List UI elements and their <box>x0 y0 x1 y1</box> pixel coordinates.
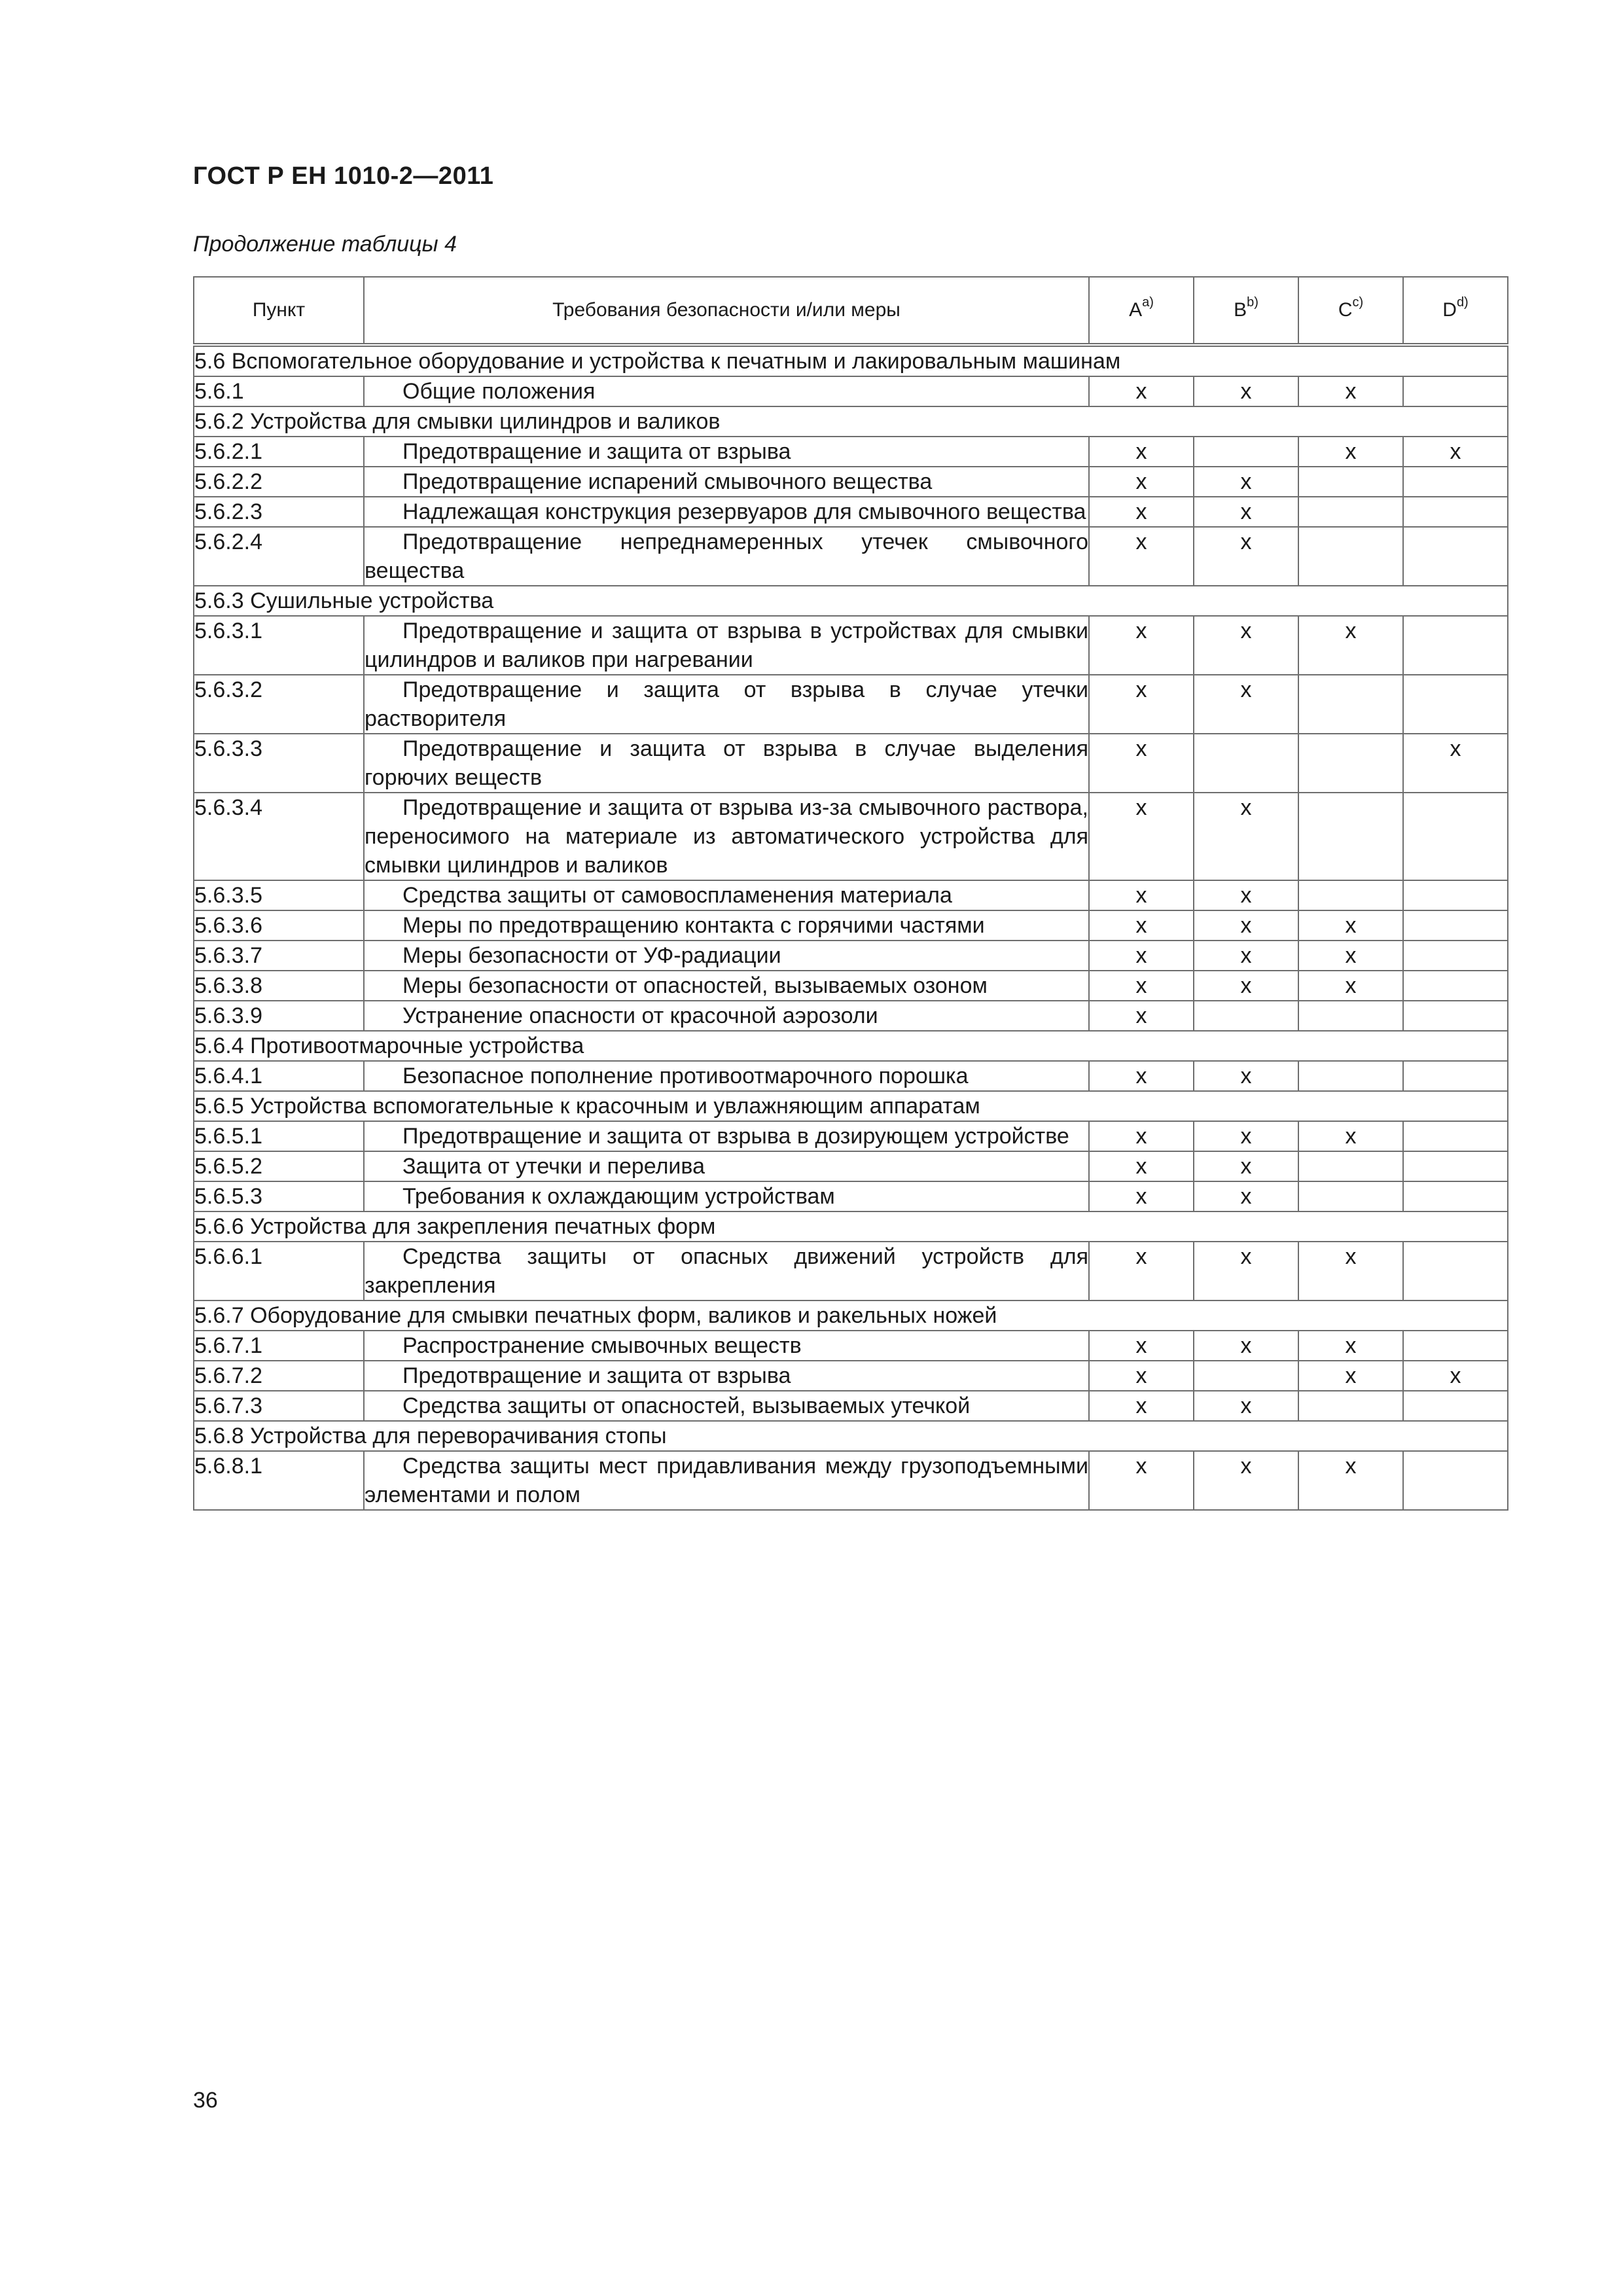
clause-number: 5.6.3.7 <box>194 941 364 971</box>
mark-col-b <box>1194 1361 1298 1391</box>
mark-col-d: x <box>1403 437 1508 467</box>
mark-col-a: x <box>1089 941 1194 971</box>
table-row <box>194 1242 1508 1300</box>
mark-col-d <box>1403 616 1508 675</box>
table-row <box>194 1121 1508 1151</box>
mark-col-d <box>1403 1151 1508 1181</box>
requirement-text: Меры безопасности от опасностей, вызываемых озоном <box>364 971 1089 1001</box>
requirement-text: Требования к охлаждающим устройствам <box>364 1181 1089 1211</box>
table-row <box>194 910 1508 941</box>
header-col-b-note: b) <box>1247 295 1258 310</box>
requirement-text: Безопасное пополнение противоотмарочного порошка <box>364 1061 1089 1091</box>
section-heading: 5.6.2 Устройства для смывки цилиндров и валиков <box>194 406 1508 437</box>
mark-col-a: x <box>1089 1331 1194 1361</box>
table-row <box>194 1361 1508 1391</box>
mark-col-c <box>1298 675 1403 734</box>
mark-col-d <box>1403 467 1508 497</box>
section-row <box>194 406 1508 437</box>
mark-col-d <box>1403 1242 1508 1300</box>
table-row <box>194 1331 1508 1361</box>
mark-col-b: x <box>1194 1061 1298 1091</box>
mark-col-c: x <box>1298 437 1403 467</box>
clause-number: 5.6.3.1 <box>194 616 364 675</box>
requirement-text: Предотвращение и защита от взрыва в дозирующем устройстве <box>364 1121 1089 1151</box>
clause-number: 5.6.3.9 <box>194 1001 364 1031</box>
mark-col-a: x <box>1089 527 1194 586</box>
table-body <box>194 345 1508 1510</box>
mark-col-d <box>1403 1181 1508 1211</box>
section-row <box>194 1031 1508 1061</box>
mark-col-a: x <box>1089 1061 1194 1091</box>
header-col-d <box>1403 277 1508 345</box>
mark-col-c <box>1298 734 1403 793</box>
mark-col-b: x <box>1194 971 1298 1001</box>
mark-col-d <box>1403 1001 1508 1031</box>
mark-col-a: x <box>1089 910 1194 941</box>
section-heading: 5.6.8 Устройства для переворачивания стопы <box>194 1421 1508 1451</box>
mark-col-d <box>1403 793 1508 880</box>
header-clause: Пункт <box>194 277 364 345</box>
clause-number: 5.6.2.1 <box>194 437 364 467</box>
mark-col-d <box>1403 376 1508 406</box>
mark-col-d <box>1403 1451 1508 1510</box>
requirement-text: Распространение смывочных веществ <box>364 1331 1089 1361</box>
mark-col-b: x <box>1194 1331 1298 1361</box>
requirement-text: Предотвращение и защита от взрыва из-за смывочного раствора, переносимого на материале из автоматического устройства для смывки цилиндров и валиков <box>364 793 1089 880</box>
clause-number: 5.6.2.2 <box>194 467 364 497</box>
requirement-text: Предотвращение и защита от взрыва <box>364 437 1089 467</box>
mark-col-a: x <box>1089 675 1194 734</box>
mark-col-c: x <box>1298 971 1403 1001</box>
mark-col-d <box>1403 675 1508 734</box>
clause-number: 5.6.5.2 <box>194 1151 364 1181</box>
mark-col-c <box>1298 1001 1403 1031</box>
table-row <box>194 1391 1508 1421</box>
mark-col-c: x <box>1298 910 1403 941</box>
page-number: 36 <box>193 2088 218 2113</box>
requirement-text: Предотвращение и защита от взрыва в случае утечки растворителя <box>364 675 1089 734</box>
section-row <box>194 1421 1508 1451</box>
section-heading: 5.6.3 Сушильные устройства <box>194 586 1508 616</box>
requirement-text: Предотвращение и защита от взрыва в устройствах для смывки цилиндров и валиков при нагревании <box>364 616 1089 675</box>
mark-col-c: x <box>1298 1242 1403 1300</box>
requirement-text: Предотвращение и защита от взрыва <box>364 1361 1089 1391</box>
clause-number: 5.6.3.6 <box>194 910 364 941</box>
table-row <box>194 880 1508 910</box>
mark-col-c: x <box>1298 1331 1403 1361</box>
section-row <box>194 345 1508 376</box>
section-row <box>194 1211 1508 1242</box>
mark-col-b: x <box>1194 1151 1298 1181</box>
header-col-c <box>1298 277 1403 345</box>
mark-col-c: x <box>1298 1361 1403 1391</box>
header-col-c-label: C <box>1338 299 1353 321</box>
requirement-text: Предотвращение испарений смывочного вещества <box>364 467 1089 497</box>
clause-number: 5.6.7.3 <box>194 1391 364 1421</box>
header-col-b-label: B <box>1234 299 1247 321</box>
table-row <box>194 376 1508 406</box>
clause-number: 5.6.3.4 <box>194 793 364 880</box>
requirement-text: Надлежащая конструкция резервуаров для смывочного вещества <box>364 497 1089 527</box>
header-col-a <box>1089 277 1194 345</box>
mark-col-a: x <box>1089 1451 1194 1510</box>
mark-col-b: x <box>1194 793 1298 880</box>
mark-col-c <box>1298 497 1403 527</box>
mark-col-a: x <box>1089 616 1194 675</box>
mark-col-c: x <box>1298 376 1403 406</box>
requirement-text: Меры по предотвращению контакта с горячими частями <box>364 910 1089 941</box>
mark-col-d <box>1403 1121 1508 1151</box>
clause-number: 5.6.3.3 <box>194 734 364 793</box>
mark-col-a: x <box>1089 1361 1194 1391</box>
mark-col-a: x <box>1089 1391 1194 1421</box>
header-col-c-note: c) <box>1352 295 1364 310</box>
table-row <box>194 1451 1508 1510</box>
requirement-text: Средства защиты мест придавливания между грузоподъемными элементами и полом <box>364 1451 1089 1510</box>
mark-col-a: x <box>1089 497 1194 527</box>
mark-col-c: x <box>1298 1451 1403 1510</box>
section-row <box>194 1300 1508 1331</box>
mark-col-d <box>1403 1061 1508 1091</box>
table-row <box>194 1151 1508 1181</box>
mark-col-c <box>1298 1181 1403 1211</box>
mark-col-a: x <box>1089 467 1194 497</box>
mark-col-c <box>1298 793 1403 880</box>
mark-col-d: x <box>1403 1361 1508 1391</box>
mark-col-b: x <box>1194 880 1298 910</box>
mark-col-b: x <box>1194 1242 1298 1300</box>
requirement-text: Общие положения <box>364 376 1089 406</box>
clause-number: 5.6.2.3 <box>194 497 364 527</box>
mark-col-d <box>1403 1331 1508 1361</box>
mark-col-a: x <box>1089 1181 1194 1211</box>
clause-number: 5.6.7.2 <box>194 1361 364 1391</box>
requirements-table <box>193 276 1508 1511</box>
mark-col-a: x <box>1089 1121 1194 1151</box>
mark-col-c: x <box>1298 1121 1403 1151</box>
header-col-d-label: D <box>1442 299 1457 321</box>
table-row <box>194 941 1508 971</box>
mark-col-a: x <box>1089 971 1194 1001</box>
mark-col-b: x <box>1194 1391 1298 1421</box>
section-row <box>194 1091 1508 1121</box>
section-row <box>194 586 1508 616</box>
requirement-text: Предотвращение и защита от взрыва в случае выделения горючих веществ <box>364 734 1089 793</box>
mark-col-b: x <box>1194 497 1298 527</box>
mark-col-a: x <box>1089 880 1194 910</box>
mark-col-d <box>1403 497 1508 527</box>
mark-col-a: x <box>1089 1242 1194 1300</box>
mark-col-b <box>1194 734 1298 793</box>
mark-col-b: x <box>1194 1451 1298 1510</box>
mark-col-b: x <box>1194 675 1298 734</box>
requirement-text: Меры безопасности от УФ-радиации <box>364 941 1089 971</box>
section-heading: 5.6.5 Устройства вспомогательные к красочным и увлажняющим аппаратам <box>194 1091 1508 1121</box>
section-heading: 5.6.6 Устройства для закрепления печатных форм <box>194 1211 1508 1242</box>
table-row <box>194 675 1508 734</box>
table-row <box>194 793 1508 880</box>
mark-col-a: x <box>1089 1151 1194 1181</box>
requirement-text: Средства защиты от опасностей, вызываемых утечкой <box>364 1391 1089 1421</box>
mark-col-c <box>1298 1061 1403 1091</box>
requirement-text: Защита от утечки и перелива <box>364 1151 1089 1181</box>
mark-col-b: x <box>1194 527 1298 586</box>
clause-number: 5.6.8.1 <box>194 1451 364 1510</box>
header-col-b <box>1194 277 1298 345</box>
section-heading: 5.6.7 Оборудование для смывки печатных форм, валиков и ракельных ножей <box>194 1300 1508 1331</box>
mark-col-d <box>1403 910 1508 941</box>
mark-col-b: x <box>1194 1181 1298 1211</box>
section-heading: 5.6 Вспомогательное оборудование и устройства к печатным и лакировальным машинам <box>194 345 1508 376</box>
clause-number: 5.6.3.8 <box>194 971 364 1001</box>
header-col-a-label: A <box>1129 299 1143 321</box>
mark-col-a: x <box>1089 437 1194 467</box>
requirement-text: Средства защиты от самовоспламенения материала <box>364 880 1089 910</box>
requirement-text: Предотвращение непреднамеренных утечек смывочного вещества <box>364 527 1089 586</box>
mark-col-d: x <box>1403 734 1508 793</box>
header-col-d-note: d) <box>1456 295 1469 310</box>
clause-number: 5.6.6.1 <box>194 1242 364 1300</box>
mark-col-a: x <box>1089 1001 1194 1031</box>
mark-col-c <box>1298 527 1403 586</box>
mark-col-a: x <box>1089 734 1194 793</box>
clause-number: 5.6.5.1 <box>194 1121 364 1151</box>
table-row <box>194 616 1508 675</box>
clause-number: 5.6.7.1 <box>194 1331 364 1361</box>
table-header-row <box>194 277 1508 345</box>
clause-number: 5.6.5.3 <box>194 1181 364 1211</box>
mark-col-c <box>1298 880 1403 910</box>
mark-col-d <box>1403 880 1508 910</box>
mark-col-c <box>1298 1391 1403 1421</box>
table-row <box>194 527 1508 586</box>
table-row <box>194 1061 1508 1091</box>
clause-number: 5.6.4.1 <box>194 1061 364 1091</box>
clause-number: 5.6.3.5 <box>194 880 364 910</box>
requirement-text: Средства защиты от опасных движений устройств для закрепления <box>364 1242 1089 1300</box>
mark-col-b <box>1194 437 1298 467</box>
mark-col-c <box>1298 1151 1403 1181</box>
header-requirements: Требования безопасности и/или меры <box>364 277 1089 345</box>
table-row <box>194 497 1508 527</box>
mark-col-d <box>1403 971 1508 1001</box>
table-row <box>194 734 1508 793</box>
table-row <box>194 971 1508 1001</box>
clause-number: 5.6.3.2 <box>194 675 364 734</box>
mark-col-c: x <box>1298 616 1403 675</box>
requirement-text: Устранение опасности от красочной аэрозоли <box>364 1001 1089 1031</box>
mark-col-a: x <box>1089 376 1194 406</box>
mark-col-d <box>1403 527 1508 586</box>
section-heading: 5.6.4 Противоотмарочные устройства <box>194 1031 1508 1061</box>
clause-number: 5.6.1 <box>194 376 364 406</box>
mark-col-d <box>1403 1391 1508 1421</box>
mark-col-d <box>1403 941 1508 971</box>
mark-col-b: x <box>1194 616 1298 675</box>
mark-col-b <box>1194 1001 1298 1031</box>
mark-col-b: x <box>1194 941 1298 971</box>
mark-col-b: x <box>1194 910 1298 941</box>
header-col-a-note: a) <box>1142 295 1154 310</box>
mark-col-c <box>1298 467 1403 497</box>
table-row <box>194 1001 1508 1031</box>
table-row <box>194 1181 1508 1211</box>
mark-col-b: x <box>1194 1121 1298 1151</box>
table-row <box>194 467 1508 497</box>
mark-col-b: x <box>1194 467 1298 497</box>
table-row <box>194 437 1508 467</box>
clause-number: 5.6.2.4 <box>194 527 364 586</box>
table-caption: Продолжение таблицы 4 <box>193 232 457 257</box>
document-title: ГОСТ Р ЕН 1010-2—2011 <box>193 162 494 190</box>
mark-col-c: x <box>1298 941 1403 971</box>
mark-col-a: x <box>1089 793 1194 880</box>
mark-col-b: x <box>1194 376 1298 406</box>
